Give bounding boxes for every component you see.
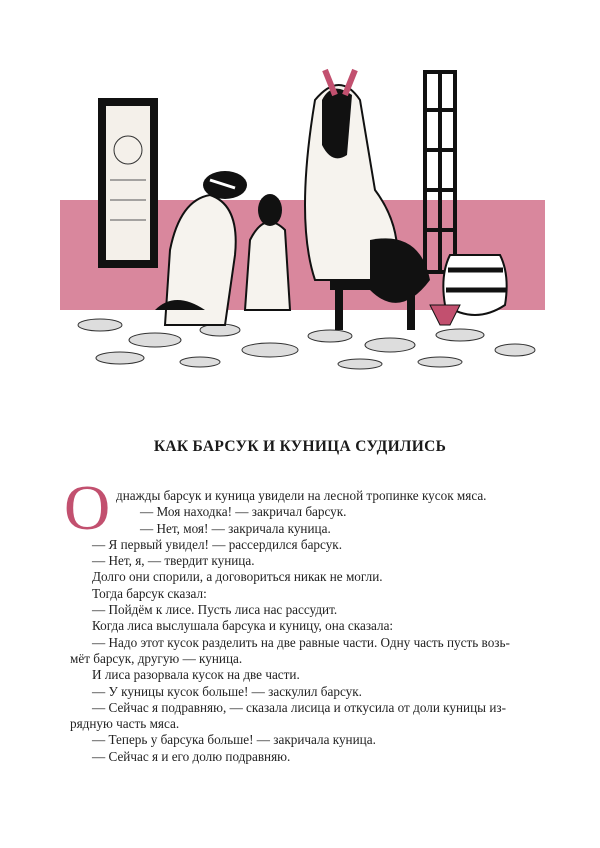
story-text	[70, 488, 540, 765]
story-illustration	[60, 40, 545, 375]
text-line: — Нет, я, — твердит куница.	[92, 553, 255, 569]
text-line: Долго они спорили, а договориться никак не могли.	[92, 569, 383, 585]
text-line: мёт барсук, другую — куница.	[70, 650, 243, 666]
text-line: Тогда барсук сказал:	[92, 585, 207, 601]
floor-stones	[78, 319, 535, 369]
story-title: КАК БАРСУК И КУНИЦА СУДИЛИСЬ	[153, 438, 447, 455]
text-line: — Сейчас я подравняю, — сказала лисица и откусила от доли куницы из-	[92, 699, 506, 715]
text-line: — Надо этот кусок разделить на две равные части. Одну часть пусть возь-	[92, 634, 510, 650]
text-line: И лиса разорвала кусок на две части.	[92, 667, 300, 683]
text-line: — Сейчас я и его долю подравняю.	[92, 748, 291, 764]
text-line: — У куницы кусок больше! — заскулил барсук.	[92, 683, 362, 699]
text-line: днажды барсук и куница увидели на лесной тропинке кусок мяса.	[116, 488, 487, 503]
text-line: — Моя находка! — закричал барсук.	[140, 504, 347, 520]
text-line: рядную часть мяса.	[70, 716, 180, 732]
text-line: — Теперь у барсука больше! — закричала куница.	[92, 732, 376, 748]
text-line: — Нет, моя! — закричала куница.	[140, 520, 331, 536]
drop-cap: О	[64, 472, 111, 543]
fox-judge	[305, 70, 430, 303]
text-line: — Пойдём к лисе. Пусть лиса нас рассудит.	[92, 602, 338, 618]
screen-panel	[98, 98, 158, 268]
text-line: Когда лиса выслушала барсука и куницу, она сказала:	[92, 618, 394, 634]
text-line: — Я первый увидел! — рассердился барсук.	[92, 536, 343, 552]
